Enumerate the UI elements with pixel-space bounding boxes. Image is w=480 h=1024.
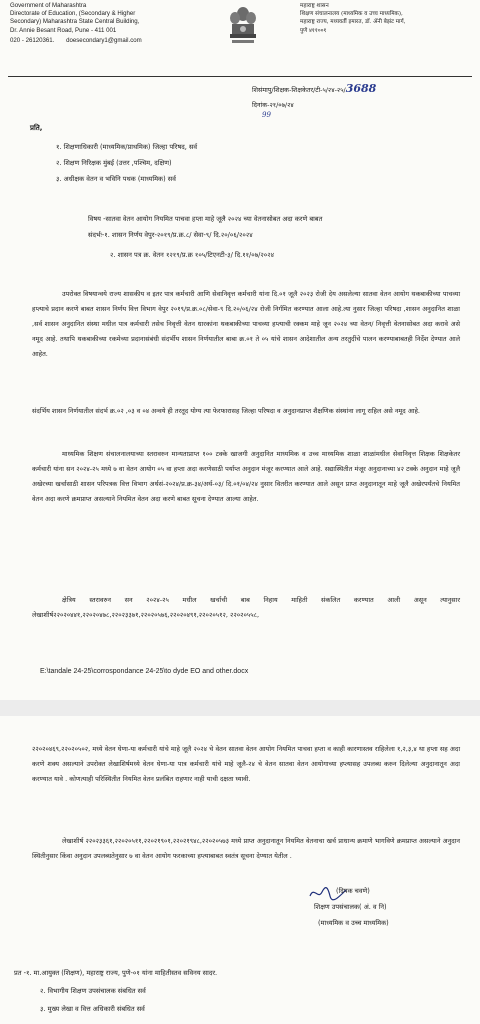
subject-line: विषय -सातवा वेतन आयोग नियमित पाचवा हप्ता माहे जूलै २०२४ च्या वेतनासोबत अदा करणे बाबत xyxy=(88,215,323,223)
reference-line-1: संदर्भः-१. शासन निर्णय वेपुर-२०१९/प्र.क्र.८/ सेवा-९/ दि.२०/०६/२०२४ xyxy=(88,231,253,239)
email-address: doesecondary1@gmail.com xyxy=(66,36,142,44)
letterhead-line: Secondary) Maharashtra State Central Building, xyxy=(10,18,140,26)
body-paragraph: उपरोक्त विषयान्वये राज्य शासकीय व इतर पात्र कर्मचारी आणि सेवानिवृत्त कर्मचारी यांना दि.०१ जूलै २०२३ रोजी देय असलेल्या सातवा वेतन आयोग थकबाकीच्या पाचव्या हप्त्याचे प्रदान करणे बाबत शासन निर्णय वित्त विभाग वेपुर २०१९/प्र.क्र.०८/सेवा-९ दि.२०/०६/२४ रोजी निर्गमित करण्यात आला आहे.त्या नुसार जिल्हा परिषदा ,शासन अनुदानित शाळा ,सर्व शासन अनुदानित संस्था मधील पात्र कर्मचारी तसेच निवृत्ती वेतन धारकांना थकबाकीच्या पाचव्या हप्त्याची रक्कम माहे जून २०२४ च्या वेतन/ निवृत्ती वेतनासोबत अदा करावे असे नमूद आहे. तथापि थकबाकीच्या रकमेच्या प्रदानासंबंधी संदर्भीय शासन निर्णयातील बाबा क्र.०१ ते ०५ यांचे शासन आदेशातील अन्य तरतुदींचे पालन करण्याबाबतही निर्देश देण्यात आले आहेत. xyxy=(32,290,460,358)
body-paragraph: संदर्भिय शासन निर्णयातील संदर्भ क्र.०२ ,०३ व ०४ अन्वये ही तरतूद योग्य त्या फेरफारासह जिल्हा परिषदा व अनुदानप्राप्त शैक्षणिक संस्थांना लागू राहिल असे नमूद आहे. xyxy=(32,407,420,415)
letterhead-english xyxy=(10,2,200,45)
phone-number: 020 - 26120361. xyxy=(10,36,55,44)
recipient-item: १. शिक्षणाधिकारी (माध्यमिक/प्राथमिक) जिल्हा परिषद, सर्व xyxy=(56,143,198,151)
letterhead-line: शिक्षण संचालनालय (माध्यमिक व उच्च माध्यमिक), xyxy=(300,11,403,18)
signatory-designation: शिक्षण उपसंचालक( अं. व नि) xyxy=(314,903,387,911)
date-handwritten: 99 xyxy=(262,111,271,119)
reference-handwritten: 3688 xyxy=(345,82,377,95)
copy-to-item: २. विभागीय शिक्षण उपसंचालक संबधित सर्व xyxy=(40,987,146,995)
letter-page-2 xyxy=(0,716,480,1024)
recipient-item: २. शिक्षण निरिक्षक मुंबई (उत्तर ,पश्चिम, दक्षिण) xyxy=(56,159,172,167)
reference-printed: शिसंमापु/शिक्षक-शिक्षकेतर/टी-५/२४-२५/ xyxy=(252,86,346,94)
letterhead-line: महाराष्ट्र शासन xyxy=(300,3,329,9)
letterhead-marathi xyxy=(300,2,478,35)
body-paragraph: माध्यमिक शिक्षण संचालनालयाच्या स्तरावरुन मान्यताप्राप्त १०० टक्के खाजगी अनुदानित माध्यमिक व उच्च माध्यमिक शाळा शाळांमधील सेवानिवृत्त शिक्षक शिक्षकेतर कर्मचारी यांना सन २०२४-२५ मध्ये ७ वा वेतन आयोग ०५ वा हप्ता अदा करणेसाठी पर्याप्त अनुदान मंजूर करण्यात आले आहे. सद्यास्थितीत मंजूर अनुदानाच्या ४२ टक्के अनुदान माहे जूलै अखेरच्या खर्चासाठी शासन परिपत्रक वित्त विभाग अर्थसं-२०२४/प्र.क्र-३४/अर्थ-०३/ दि.०१/०४/२४ नुसार वितरीत करण्यात आले असून प्राप्त अनुदानातून माहे जूलै अखेरपर्यंतचे नियमित वेतन अदा करणे क्रमप्राप्त असल्याने नियमित वेतन अदा करणे बाबत सूचना देण्यात आल्या आहेत. xyxy=(32,450,460,503)
body-paragraph: क्षेत्रिय स्तरावरुन सन २०२४-२५ मधील खर्चाची बाब निहाय माहिती संकलित करण्यात आली असून त्यानुसार लेखाशीर्ष२२०२०४४१,२२०२०४७८,२२०२३३७१,२२०२०५७६,२२०२०४९१,२२०२०५१२, २२०२०५५८, xyxy=(32,596,460,619)
salutation: प्रति, xyxy=(30,124,43,132)
signatory-office: (माध्यमिक व उच्च माध्यमिक) xyxy=(318,919,389,927)
recipient-item: ३. अधीक्षक वेतन व भविनि पथक (माध्यमिक) सर्व xyxy=(56,175,176,183)
letterhead-line: पुणे ४११००१ xyxy=(300,27,327,34)
state-emblem-icon xyxy=(226,4,260,48)
body-paragraph: २२०२०४६९,२२०२०५०२, मध्ये वेतन घेणा-या कर्मचारी यांचे माहे जूलै २०२४ चे वेतन सातवा वेतन आयोग नियमित पाचवा हप्ता व काही कारणास्तव राहिलेला १,२,३,४ था हप्ता सह अदा करणे शक्य असल्याने उपरोक्त लेखाशिर्षमध्ये वेतन घेणा-या पात्र कर्मचारी यांचे माहे जूलै-२४ चे वेतन सातवा वेतन आयोगाच्या हप्त्यासह उपलब्ध करुन दिलेल्या अनुदानातून अदा करण्यात यावे . कोणत्याही परिस्थितीत नियमित वेतन प्रलंबित राहणार नाही याची दक्षता घ्यावी. xyxy=(32,745,460,783)
file-path-footer: E:\tandale 24-25\corrospondance 24-25\to dyde EO and other.docx xyxy=(40,668,249,675)
letterhead-line: Directorate of Education, (Secondary & Higher xyxy=(10,10,136,18)
letterhead-divider xyxy=(8,76,472,77)
letterhead-line: Dr. Annie Besant Road, Pune - 411 001 xyxy=(10,26,117,34)
copy-to-line: प्रत -१. मा.आयुक्त (शिक्षण), महाराष्ट्र राज्य, पुणे-०१ यांना माहितीस्तव सविनय सादर. xyxy=(14,969,218,977)
body-paragraph: लेखाशीर्ष २२०२३३६१,२२०२०५११,२२०२१९०१,२२०२१९४८,२२०२०५७३ मध्ये प्राप्त अनुदानातून नियमित वेतनाचा खर्च प्राधान्य क्रमाणे भागविणे क्रमप्राप्त असल्याने अनुदान स्थितीनुसार किंवा अनुदान उपलब्धतेनुसार ७ वा वेतन आयोग फरकाच्या हप्त्याबाबत स्वतंत्र सूचना देण्यात येतील . xyxy=(32,837,460,860)
contact-row xyxy=(10,37,200,45)
reference-number xyxy=(252,82,376,95)
signatory-name: (दिपक चवणे) xyxy=(336,887,370,895)
letter-date: दिनांक-२१/०७/२४ xyxy=(252,101,294,109)
page-gap xyxy=(0,700,480,716)
letterhead-line: Government of Maharashtra xyxy=(10,2,87,9)
copy-to-item: ३. मुख्य लेखा व वित्त अधिकारी संबधित सर्व xyxy=(40,1005,145,1013)
letterhead-line: महाराष्ट्र राज्य, मध्यवर्ती इमारत, डॉ. ॲनी बेझंट मार्ग, xyxy=(300,19,406,26)
reference-line-2: २. शासन पत्र क्र. वेतन १२१९/प्र.क्र १०५/टिएनटी-३/ दि.११/०७/२०२४ xyxy=(110,251,275,259)
